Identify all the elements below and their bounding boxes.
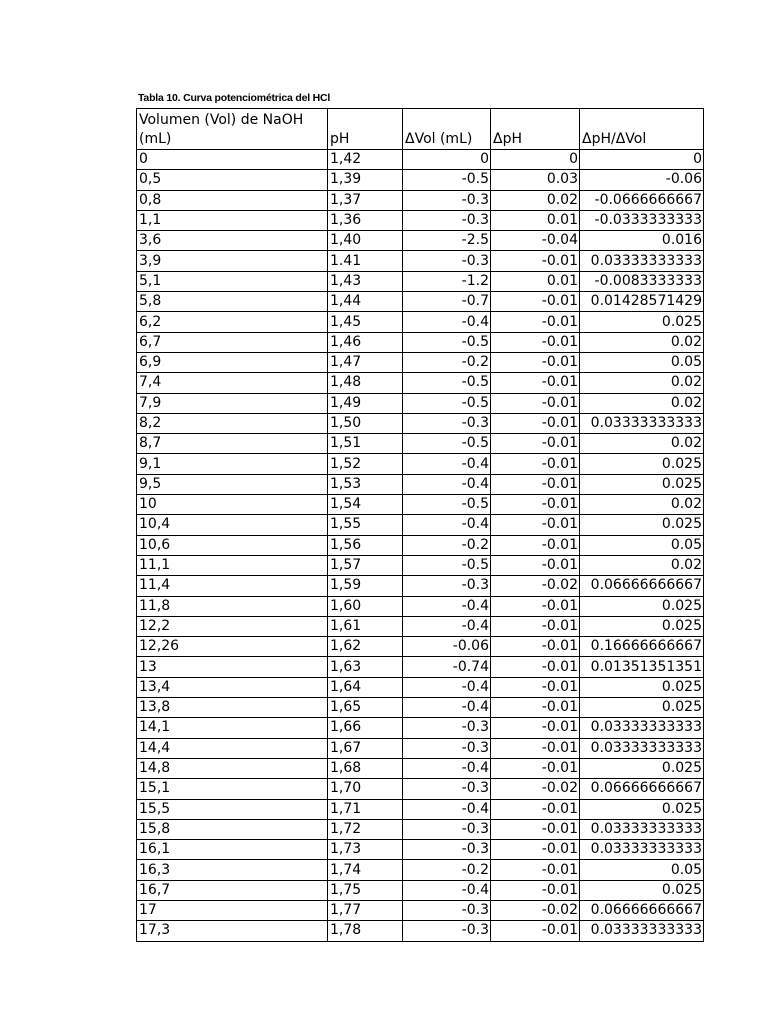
cell-volumen: 11,4 — [137, 576, 328, 596]
cell-volumen: 1,1 — [137, 210, 328, 230]
cell-ratio: 0.02 — [580, 434, 704, 454]
cell-ratio: 0.16666666667 — [580, 637, 704, 657]
table-row — [137, 190, 704, 210]
table-row — [137, 900, 704, 920]
cell-delta-vol: -0.3 — [403, 819, 491, 839]
table-row — [137, 718, 704, 738]
cell-volumen: 16,3 — [137, 860, 328, 880]
cell-delta-vol: -0.3 — [403, 190, 491, 210]
cell-ratio: 0.025 — [580, 799, 704, 819]
cell-ph: 1,71 — [328, 799, 403, 819]
cell-delta-ph: -0.01 — [491, 921, 580, 941]
cell-ratio: 0.03333333333 — [580, 413, 704, 433]
cell-volumen: 10 — [137, 495, 328, 515]
cell-ph: 1,37 — [328, 190, 403, 210]
cell-delta-vol: -0.4 — [403, 454, 491, 474]
cell-delta-ph: -0.01 — [491, 312, 580, 332]
cell-volumen: 15,1 — [137, 779, 328, 799]
cell-ph: 1,65 — [328, 698, 403, 718]
cell-delta-ph: -0.01 — [491, 373, 580, 393]
table-row — [137, 860, 704, 880]
cell-volumen: 8,2 — [137, 413, 328, 433]
cell-ratio: 0.02 — [580, 495, 704, 515]
cell-delta-vol: 0 — [403, 150, 491, 170]
cell-ph: 1,48 — [328, 373, 403, 393]
table-row — [137, 880, 704, 900]
table-row — [137, 596, 704, 616]
cell-delta-vol: -0.4 — [403, 880, 491, 900]
cell-delta-vol: -0.4 — [403, 596, 491, 616]
cell-ph: 1,36 — [328, 210, 403, 230]
cell-volumen: 9,5 — [137, 474, 328, 494]
cell-delta-ph: -0.01 — [491, 495, 580, 515]
table-row — [137, 677, 704, 697]
cell-ph: 1,55 — [328, 515, 403, 535]
cell-ratio: 0.03333333333 — [580, 921, 704, 941]
cell-ratio: 0.03333333333 — [580, 718, 704, 738]
cell-delta-ph: -0.01 — [491, 454, 580, 474]
cell-delta-ph: 0.03 — [491, 170, 580, 190]
cell-delta-ph: -0.01 — [491, 657, 580, 677]
cell-volumen: 17 — [137, 900, 328, 920]
cell-volumen: 0,5 — [137, 170, 328, 190]
cell-delta-vol: -0.4 — [403, 698, 491, 718]
cell-ph: 1,75 — [328, 880, 403, 900]
header-ph: pH — [328, 109, 403, 150]
cell-delta-vol: -0.2 — [403, 860, 491, 880]
cell-ratio: 0.06666666667 — [580, 900, 704, 920]
cell-ph: 1,46 — [328, 332, 403, 352]
cell-delta-vol: -0.3 — [403, 840, 491, 860]
cell-delta-vol: -0.2 — [403, 352, 491, 372]
cell-ph: 1,64 — [328, 677, 403, 697]
table-row — [137, 637, 704, 657]
cell-ratio: 0.02 — [580, 332, 704, 352]
cell-volumen: 16,7 — [137, 880, 328, 900]
cell-ratio: 0.025 — [580, 454, 704, 474]
cell-delta-ph: -0.01 — [491, 738, 580, 758]
cell-delta-vol: -0.3 — [403, 413, 491, 433]
cell-delta-vol: -0.3 — [403, 576, 491, 596]
cell-delta-vol: -0.3 — [403, 738, 491, 758]
cell-volumen: 16,1 — [137, 840, 328, 860]
table-row — [137, 758, 704, 778]
cell-ph: 1,44 — [328, 292, 403, 312]
table-header-row — [137, 109, 704, 150]
cell-volumen: 3,6 — [137, 231, 328, 251]
cell-ratio: 0.025 — [580, 880, 704, 900]
cell-delta-vol: -2.5 — [403, 231, 491, 251]
table-row — [137, 779, 704, 799]
cell-delta-ph: -0.02 — [491, 779, 580, 799]
cell-delta-ph: -0.01 — [491, 332, 580, 352]
cell-ph: 1,73 — [328, 840, 403, 860]
table-row — [137, 474, 704, 494]
cell-ratio: 0.03333333333 — [580, 738, 704, 758]
cell-delta-ph: -0.01 — [491, 292, 580, 312]
cell-delta-vol: -0.3 — [403, 900, 491, 920]
cell-delta-ph: 0.01 — [491, 210, 580, 230]
cell-volumen: 13,8 — [137, 698, 328, 718]
table-row — [137, 921, 704, 941]
cell-ratio: 0.01351351351 — [580, 657, 704, 677]
cell-volumen: 12,2 — [137, 616, 328, 636]
table-row — [137, 698, 704, 718]
cell-delta-ph: -0.01 — [491, 758, 580, 778]
cell-delta-ph: -0.01 — [491, 555, 580, 575]
cell-ph: 1,40 — [328, 231, 403, 251]
cell-delta-ph: -0.01 — [491, 393, 580, 413]
table-row — [137, 312, 704, 332]
cell-ratio: 0.025 — [580, 758, 704, 778]
cell-volumen: 8,7 — [137, 434, 328, 454]
cell-delta-vol: -0.5 — [403, 495, 491, 515]
cell-delta-ph: -0.01 — [491, 251, 580, 271]
cell-delta-vol: -0.5 — [403, 434, 491, 454]
cell-delta-ph: 0 — [491, 150, 580, 170]
cell-delta-ph: -0.01 — [491, 718, 580, 738]
cell-ph: 1,68 — [328, 758, 403, 778]
cell-ph: 1,54 — [328, 495, 403, 515]
cell-ratio: 0.025 — [580, 515, 704, 535]
cell-ratio: 0.02 — [580, 555, 704, 575]
cell-delta-ph: -0.01 — [491, 474, 580, 494]
cell-ph: 1,59 — [328, 576, 403, 596]
cell-ph: 1,39 — [328, 170, 403, 190]
cell-delta-ph: -0.01 — [491, 637, 580, 657]
table-row — [137, 373, 704, 393]
cell-delta-vol: -0.7 — [403, 292, 491, 312]
table-row — [137, 292, 704, 312]
cell-delta-ph: -0.01 — [491, 434, 580, 454]
cell-delta-ph: -0.01 — [491, 677, 580, 697]
cell-volumen: 15,5 — [137, 799, 328, 819]
cell-ratio: 0.06666666667 — [580, 576, 704, 596]
cell-delta-vol: -0.2 — [403, 535, 491, 555]
table-row — [137, 616, 704, 636]
cell-ratio: 0.025 — [580, 616, 704, 636]
cell-ratio: -0.06 — [580, 170, 704, 190]
cell-ratio: 0.05 — [580, 352, 704, 372]
table-row — [137, 332, 704, 352]
cell-ph: 1,62 — [328, 637, 403, 657]
cell-ratio: 0.02 — [580, 373, 704, 393]
cell-ph: 1,49 — [328, 393, 403, 413]
table-row — [137, 657, 704, 677]
table-row — [137, 210, 704, 230]
cell-ph: 1,63 — [328, 657, 403, 677]
table-row — [137, 738, 704, 758]
cell-delta-vol: -0.4 — [403, 312, 491, 332]
table-row — [137, 434, 704, 454]
table-row — [137, 515, 704, 535]
cell-delta-ph: -0.01 — [491, 352, 580, 372]
table-row — [137, 840, 704, 860]
cell-delta-ph: -0.01 — [491, 860, 580, 880]
header-ratio: ΔpH/ΔVol — [580, 109, 704, 150]
cell-ph: 1,61 — [328, 616, 403, 636]
cell-ph: 1,42 — [328, 150, 403, 170]
cell-volumen: 13,4 — [137, 677, 328, 697]
cell-delta-ph: -0.01 — [491, 799, 580, 819]
table-row — [137, 150, 704, 170]
cell-ph: 1,74 — [328, 860, 403, 880]
cell-delta-vol: -0.3 — [403, 921, 491, 941]
cell-ph: 1,52 — [328, 454, 403, 474]
table-row — [137, 819, 704, 839]
cell-volumen: 10,6 — [137, 535, 328, 555]
cell-delta-ph: -0.04 — [491, 231, 580, 251]
cell-delta-ph: -0.01 — [491, 515, 580, 535]
cell-volumen: 3,9 — [137, 251, 328, 271]
cell-delta-ph: -0.02 — [491, 576, 580, 596]
cell-volumen: 9,1 — [137, 454, 328, 474]
cell-delta-ph: 0.02 — [491, 190, 580, 210]
cell-ph: 1,57 — [328, 555, 403, 575]
table-row — [137, 555, 704, 575]
cell-volumen: 5,8 — [137, 292, 328, 312]
cell-volumen: 14,4 — [137, 738, 328, 758]
cell-volumen: 6,9 — [137, 352, 328, 372]
cell-volumen: 12,26 — [137, 637, 328, 657]
cell-delta-ph: -0.01 — [491, 616, 580, 636]
cell-delta-ph: -0.01 — [491, 840, 580, 860]
cell-ratio: 0.01428571429 — [580, 292, 704, 312]
cell-ph: 1.41 — [328, 251, 403, 271]
cell-volumen: 7,9 — [137, 393, 328, 413]
cell-ratio: 0.03333333333 — [580, 840, 704, 860]
cell-delta-vol: -0.74 — [403, 657, 491, 677]
cell-ratio: 0.025 — [580, 677, 704, 697]
cell-ph: 1,67 — [328, 738, 403, 758]
cell-ratio: 0.03333333333 — [580, 819, 704, 839]
cell-delta-ph: -0.01 — [491, 880, 580, 900]
table-row — [137, 799, 704, 819]
cell-ph: 1,51 — [328, 434, 403, 454]
cell-ph: 1,50 — [328, 413, 403, 433]
cell-volumen: 14,1 — [137, 718, 328, 738]
cell-volumen: 7,4 — [137, 373, 328, 393]
cell-delta-vol: -0.5 — [403, 332, 491, 352]
cell-delta-vol: -0.5 — [403, 555, 491, 575]
cell-delta-vol: -0.5 — [403, 393, 491, 413]
cell-ratio: -0.0666666667 — [580, 190, 704, 210]
cell-delta-vol: -1.2 — [403, 271, 491, 291]
cell-ph: 1,43 — [328, 271, 403, 291]
table-row — [137, 495, 704, 515]
cell-ratio: 0.016 — [580, 231, 704, 251]
table-caption: Tabla 10. Curva potenciométrica del HCl — [138, 92, 331, 104]
cell-volumen: 13 — [137, 657, 328, 677]
cell-ph: 1,47 — [328, 352, 403, 372]
table-row — [137, 413, 704, 433]
cell-delta-vol: -0.3 — [403, 718, 491, 738]
cell-ratio: 0.025 — [580, 312, 704, 332]
cell-ph: 1,53 — [328, 474, 403, 494]
cell-delta-vol: -0.3 — [403, 210, 491, 230]
cell-ph: 1,66 — [328, 718, 403, 738]
cell-delta-vol: -0.3 — [403, 779, 491, 799]
cell-volumen: 17,3 — [137, 921, 328, 941]
cell-delta-vol: -0.5 — [403, 170, 491, 190]
cell-ph: 1,72 — [328, 819, 403, 839]
cell-delta-vol: -0.06 — [403, 637, 491, 657]
header-delta-ph: ΔpH — [491, 109, 580, 150]
cell-delta-vol: -0.4 — [403, 515, 491, 535]
cell-delta-ph: -0.01 — [491, 819, 580, 839]
cell-volumen: 0 — [137, 150, 328, 170]
cell-ph: 1,70 — [328, 779, 403, 799]
cell-delta-vol: -0.4 — [403, 799, 491, 819]
table-row — [137, 170, 704, 190]
cell-delta-ph: -0.01 — [491, 698, 580, 718]
table-row — [137, 393, 704, 413]
table-row — [137, 454, 704, 474]
cell-delta-vol: -0.4 — [403, 616, 491, 636]
cell-ratio: -0.0083333333 — [580, 271, 704, 291]
cell-volumen: 6,2 — [137, 312, 328, 332]
cell-delta-ph: -0.02 — [491, 900, 580, 920]
titration-table — [136, 108, 704, 942]
table-row — [137, 352, 704, 372]
cell-ph: 1,78 — [328, 921, 403, 941]
cell-volumen: 15,8 — [137, 819, 328, 839]
table-row — [137, 271, 704, 291]
cell-delta-vol: -0.4 — [403, 758, 491, 778]
cell-ph: 1,45 — [328, 312, 403, 332]
table-row — [137, 251, 704, 271]
cell-ratio: 0.03333333333 — [580, 251, 704, 271]
cell-delta-ph: -0.01 — [491, 535, 580, 555]
cell-delta-ph: -0.01 — [491, 596, 580, 616]
table-row — [137, 576, 704, 596]
cell-delta-vol: -0.4 — [403, 474, 491, 494]
cell-volumen: 10,4 — [137, 515, 328, 535]
cell-volumen: 6,7 — [137, 332, 328, 352]
cell-delta-ph: 0.01 — [491, 271, 580, 291]
cell-ratio: 0 — [580, 150, 704, 170]
table-row — [137, 231, 704, 251]
cell-ph: 1,60 — [328, 596, 403, 616]
header-delta-vol: ΔVol (mL) — [403, 109, 491, 150]
cell-volumen: 11,1 — [137, 555, 328, 575]
cell-ratio: 0.025 — [580, 596, 704, 616]
cell-delta-vol: -0.5 — [403, 373, 491, 393]
cell-ph: 1,56 — [328, 535, 403, 555]
table-row — [137, 535, 704, 555]
cell-delta-ph: -0.01 — [491, 413, 580, 433]
cell-ratio: 0.025 — [580, 474, 704, 494]
cell-ratio: 0.05 — [580, 860, 704, 880]
cell-ratio: 0.02 — [580, 393, 704, 413]
cell-ratio: 0.025 — [580, 698, 704, 718]
cell-delta-vol: -0.4 — [403, 677, 491, 697]
cell-volumen: 14,8 — [137, 758, 328, 778]
cell-volumen: 5,1 — [137, 271, 328, 291]
cell-ph: 1,77 — [328, 900, 403, 920]
cell-ratio: 0.05 — [580, 535, 704, 555]
header-volumen: Volumen (Vol) de NaOH (mL) — [137, 109, 328, 150]
cell-ratio: -0.0333333333 — [580, 210, 704, 230]
cell-ratio: 0.06666666667 — [580, 779, 704, 799]
cell-volumen: 11,8 — [137, 596, 328, 616]
cell-delta-vol: -0.3 — [403, 251, 491, 271]
cell-volumen: 0,8 — [137, 190, 328, 210]
